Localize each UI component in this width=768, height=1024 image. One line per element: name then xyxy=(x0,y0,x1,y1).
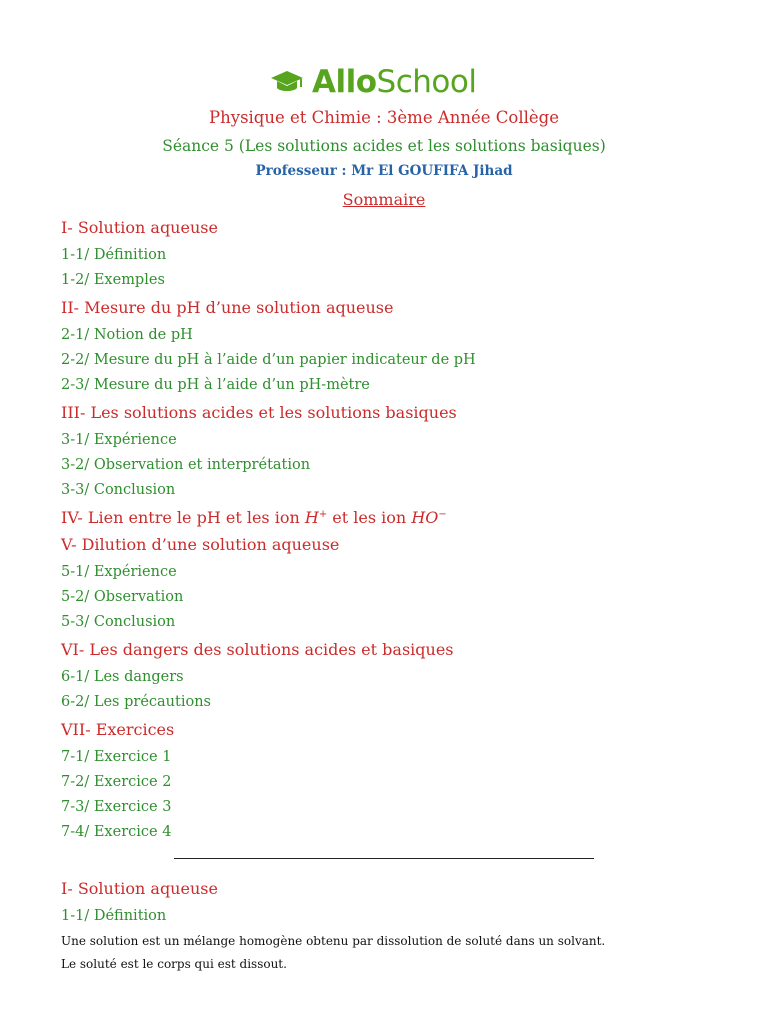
toc-section-3[interactable]: III- Les solutions acides et les solutions basiques xyxy=(61,403,457,422)
section-heading: I- Solution aqueuse xyxy=(61,879,218,898)
toc-section-4-mid: et les ion xyxy=(327,508,412,527)
toc-item-7-4[interactable]: 7-4/ Exercice 4 xyxy=(61,824,172,840)
toc-item-6-1[interactable]: 6-1/ Les dangers xyxy=(61,669,184,685)
toc-item-7-1[interactable]: 7-1/ Exercice 1 xyxy=(61,749,172,765)
sommaire-heading: Sommaire xyxy=(342,190,426,209)
logo-text-bold: Allo xyxy=(312,64,377,100)
toc-item-1-2[interactable]: 1-2/ Exemples xyxy=(61,272,165,288)
definition-paragraph-1: Une solution est un mélange homogène obtenu par dissolution de soluté dans un solvant. xyxy=(61,934,606,948)
toc-item-2-2[interactable]: 2-2/ Mesure du pH à l’aide d’un papier indicateur de pH xyxy=(61,352,476,368)
toc-item-3-3[interactable]: 3-3/ Conclusion xyxy=(61,482,176,498)
ho-ion xyxy=(411,508,446,527)
h-ion-charge: + xyxy=(318,509,328,520)
graduation-cap-icon xyxy=(270,69,304,95)
h-ion-symbol: H xyxy=(304,508,319,527)
toc-section-5[interactable]: V- Dilution d’une solution aqueuse xyxy=(61,535,340,554)
toc-item-2-1[interactable]: 2-1/ Notion de pH xyxy=(61,327,193,343)
toc-section-4-prefix: IV- Lien entre le pH et les ion xyxy=(61,508,305,527)
alloschool-logo[interactable] xyxy=(270,64,476,100)
subsection-heading: 1-1/ Définition xyxy=(61,908,167,924)
section-divider xyxy=(174,858,594,859)
subject-title: Physique et Chimie : 3ème Année Collège xyxy=(209,108,559,127)
toc-section-1[interactable]: I- Solution aqueuse xyxy=(61,218,218,237)
toc-section-4[interactable] xyxy=(61,508,447,527)
toc-section-6[interactable]: VI- Les dangers des solutions acides et basiques xyxy=(61,640,454,659)
toc-item-7-2[interactable]: 7-2/ Exercice 2 xyxy=(61,774,172,790)
professor-name: Professeur : Mr El GOUFIFA Jihad xyxy=(255,163,513,179)
toc-item-5-3[interactable]: 5-3/ Conclusion xyxy=(61,614,176,630)
logo-text-regular: School xyxy=(376,64,477,100)
toc-item-5-2[interactable]: 5-2/ Observation xyxy=(61,589,184,605)
toc-section-2[interactable]: II- Mesure du pH d’une solution aqueuse xyxy=(61,298,394,317)
toc-section-7[interactable]: VII- Exercices xyxy=(61,720,175,739)
logo-wordmark xyxy=(312,64,476,100)
toc-item-7-3[interactable]: 7-3/ Exercice 3 xyxy=(61,799,172,815)
toc-item-2-3[interactable]: 2-3/ Mesure du pH à l’aide d’un pH-mètre xyxy=(61,377,370,393)
ho-ion-charge: − xyxy=(438,509,447,520)
toc-item-3-1[interactable]: 3-1/ Expérience xyxy=(61,432,177,448)
toc-item-3-2[interactable]: 3-2/ Observation et interprétation xyxy=(61,457,311,473)
toc-item-6-2[interactable]: 6-2/ Les précautions xyxy=(61,694,211,710)
toc-item-5-1[interactable]: 5-1/ Expérience xyxy=(61,564,177,580)
h-ion xyxy=(305,508,327,527)
ho-ion-symbol: HO xyxy=(411,508,439,527)
session-title: Séance 5 (Les solutions acides et les solutions basiques) xyxy=(162,137,606,155)
definition-paragraph-2: Le soluté est le corps qui est dissout. xyxy=(61,957,287,971)
toc-item-1-1[interactable]: 1-1/ Définition xyxy=(61,247,167,263)
